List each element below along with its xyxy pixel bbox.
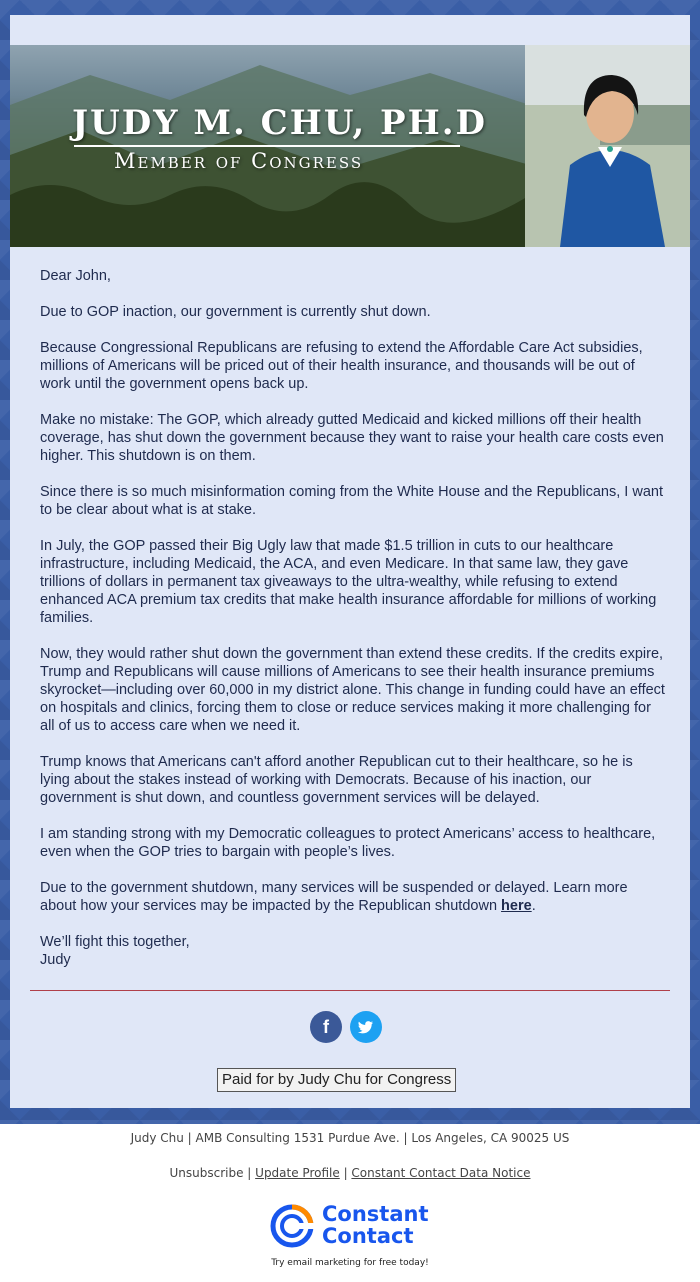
footer-links bbox=[0, 1166, 700, 1180]
paragraph: I am standing strong with my Democratic colleagues to protect Americans’ access to healthcare, even when the GOP tries to bargain with people’s lives. bbox=[40, 826, 656, 860]
paragraph-text: Due to the government shutdown, many services will be suspended or delayed. Learn more about how your services may be impacted by the Republican shutdown bbox=[40, 880, 628, 914]
here-link[interactable]: here bbox=[501, 898, 532, 914]
paragraph: Due to GOP inaction, our government is currently shut down. bbox=[40, 304, 431, 320]
constant-contact-wordmark[interactable] bbox=[322, 1203, 429, 1247]
banner-subtitle: Member of Congress bbox=[114, 149, 364, 173]
paragraph: Trump knows that Americans can't afford another Republican cut to their healthcare, so he is lying about the stakes instead of working with Democrats. Because of his inaction, our government is shut down, and countless government services will be delayed. bbox=[40, 754, 633, 806]
divider bbox=[30, 990, 670, 991]
brand-line-1: Constant bbox=[322, 1202, 429, 1226]
paragraph-end: . bbox=[531, 898, 536, 914]
separator: | bbox=[243, 1166, 256, 1180]
email-card bbox=[10, 15, 690, 1108]
constant-contact-logo-icon[interactable] bbox=[270, 1203, 316, 1249]
paragraph: In July, the GOP passed their Big Ugly law that made $1.5 trillion in cuts to our healthcare infrastructure, including Medicaid, the ACA, and even Medicare. In that same law, they gave trillions of dollars in permanent tax giveaways to the ultra-wealthy, while refusing to extend enhanced ACA premium tax credits that make health insurance affordable for millions of working families. bbox=[40, 538, 657, 626]
separator: | bbox=[339, 1166, 352, 1180]
header-banner bbox=[10, 45, 690, 247]
paragraph: Since there is so much misinformation coming from the White House and the Republicans, I want to be clear about what is at stake. bbox=[40, 484, 663, 518]
facebook-icon: f bbox=[323, 1017, 329, 1037]
constant-contact-tagline[interactable]: Try email marketing for free today! bbox=[271, 1258, 429, 1268]
unsubscribe-link[interactable]: Unsubscribe bbox=[169, 1166, 244, 1180]
letter-body bbox=[40, 267, 665, 969]
twitter-button[interactable] bbox=[350, 1011, 382, 1043]
paragraph: Make no mistake: The GOP, which already gutted Medicaid and kicked millions off their health coverage, has shut down the government because they want to raise your health care costs even higher. This shutdown is on them. bbox=[40, 412, 664, 464]
banner-title: JUDY M. CHU, PH.D bbox=[72, 103, 488, 143]
greeting: Dear John, bbox=[40, 268, 111, 284]
paragraph-with-link bbox=[40, 879, 665, 915]
footer-address: Judy Chu | AMB Consulting 1531 Purdue Ave. | Los Angeles, CA 90025 US bbox=[130, 1131, 570, 1145]
twitter-icon bbox=[350, 1011, 382, 1043]
paragraph: Because Congressional Republicans are refusing to extend the Affordable Care Act subsidies, millions of Americans will be priced out of their health insurance, and thousands will be out of work until the government opens back up. bbox=[40, 340, 643, 392]
banner-rule bbox=[74, 145, 460, 147]
facebook-button[interactable] bbox=[310, 1011, 342, 1043]
paid-for-disclaimer: Paid for by Judy Chu for Congress bbox=[217, 1068, 456, 1092]
data-notice-link[interactable]: Constant Contact Data Notice bbox=[351, 1166, 531, 1180]
paragraph: Now, they would rather shut down the government than extend these credits. If the credits expire, Trump and Republicans will cause millions of Americans to see their health insurance premiums skyrocket—including over 60,000 in my district alone. This change in funding could have an effect on hospitals and clinics, forcing them to close or reduce services making it more challenging for all of us to access care when we need it. bbox=[40, 646, 665, 734]
brand-line-2: Contact bbox=[322, 1224, 414, 1248]
update-profile-link[interactable]: Update Profile bbox=[255, 1166, 340, 1180]
closing: We’ll fight this together, bbox=[40, 934, 190, 950]
signature: Judy bbox=[40, 952, 71, 968]
sign-off bbox=[40, 933, 665, 969]
